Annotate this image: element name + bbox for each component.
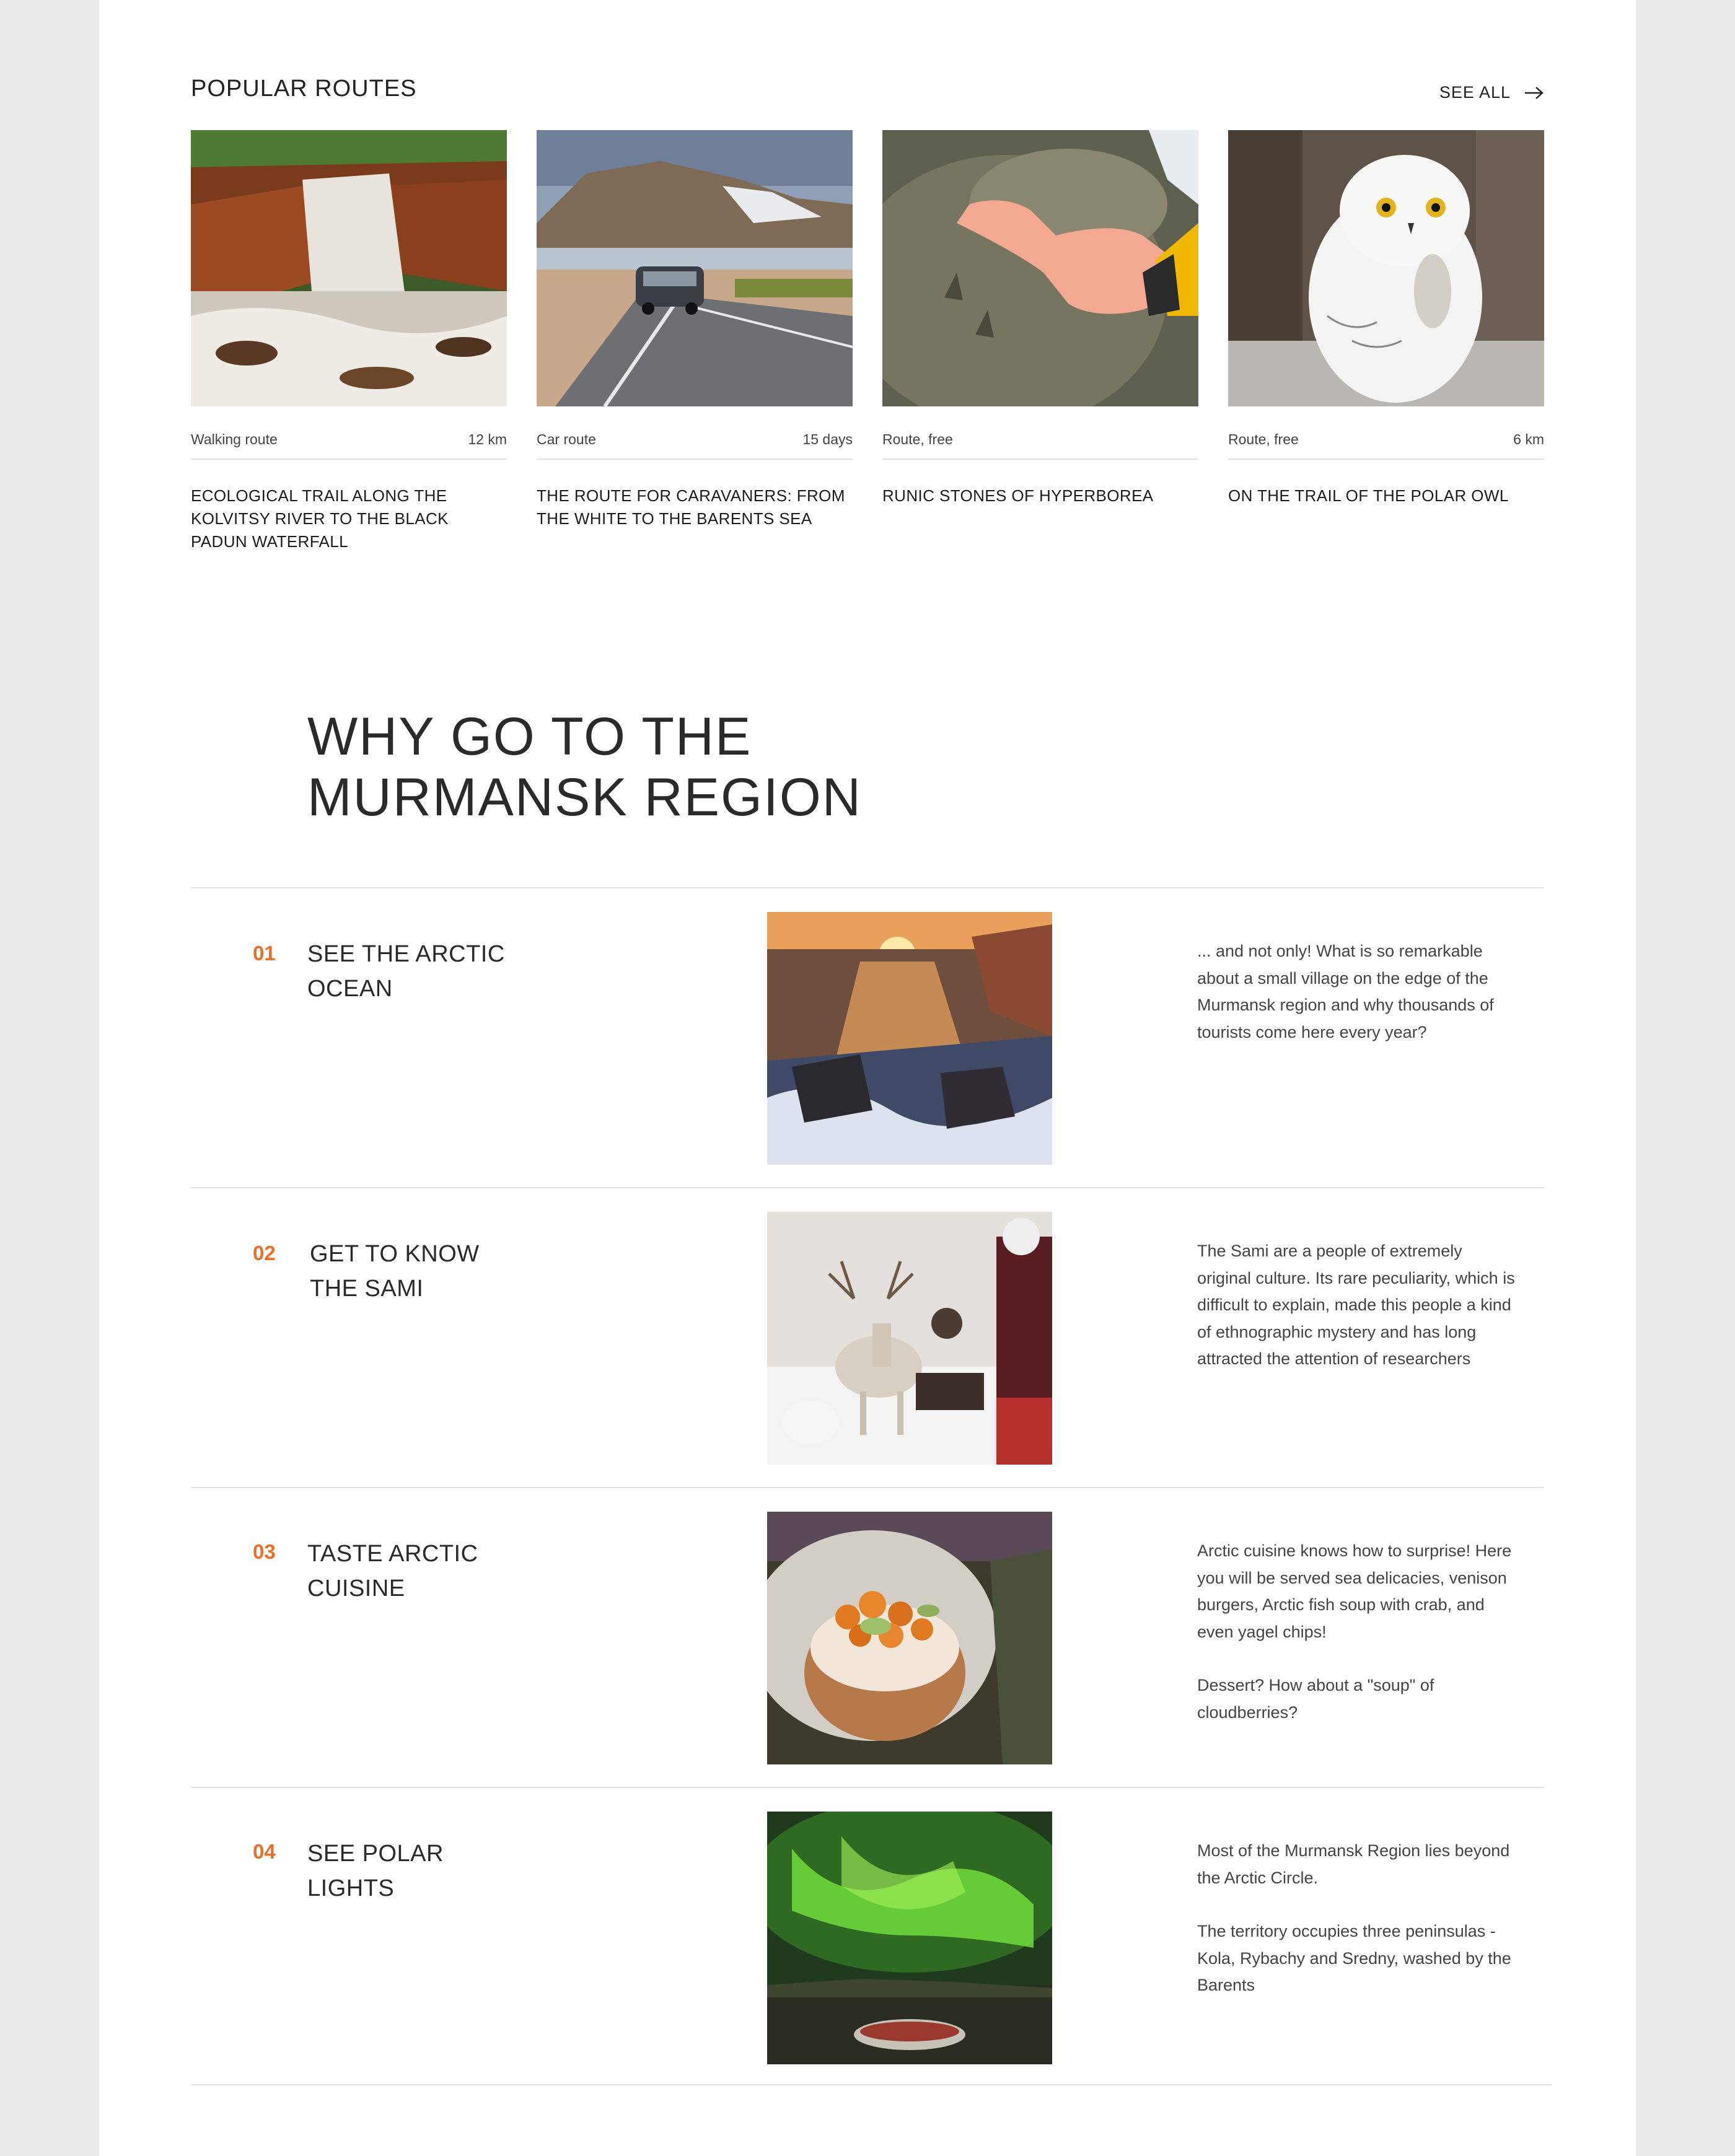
reason-heading [310, 1237, 570, 1306]
reason-text [1197, 1238, 1519, 1373]
reason-heading-line: GET TO KNOW [310, 1241, 480, 1267]
reason-text [1197, 1538, 1519, 1726]
why-title-line: MURMANSK REGION [307, 768, 862, 827]
route-length: 15 days [802, 431, 853, 447]
page [99, 0, 1636, 2156]
waterfall-photo[interactable] [191, 130, 507, 406]
reason-number: 04 [253, 1840, 276, 1863]
route-type: Route, free [1228, 431, 1299, 447]
divider [191, 2084, 1552, 2085]
aurora-photo [767, 1812, 1052, 2064]
route-name[interactable]: RUNIC STONES OF HYPERBOREA [882, 486, 1154, 505]
route-name[interactable]: ON THE TRAIL OF THE POLAR OWL [1228, 486, 1509, 505]
reason-heading-line: LIGHTS [307, 1875, 395, 1901]
hand-on-rock-photo[interactable] [882, 130, 1198, 406]
route-type: Route, free [882, 431, 953, 447]
reason-heading-line: OCEAN [307, 976, 393, 1002]
reason-heading-line: SEE THE ARCTIC [307, 941, 505, 967]
reason-heading-line: TASTE ARCTIC [307, 1541, 478, 1567]
reindeer-sled-photo [767, 1212, 1052, 1465]
cloudberry-dessert-photo [767, 1512, 1052, 1764]
routes-title: POPULAR ROUTES [191, 76, 417, 102]
reason-heading [307, 1836, 568, 1906]
road-car-photo[interactable] [537, 130, 853, 406]
reason-paragraph: The Sami are a people of extremely original culture. Its rare peculiarity, which is difficult to explain, made this people a kind of ethnographic mystery and has long attracted the attention of researchers [1197, 1242, 1515, 1368]
reason-row [191, 1787, 1544, 2087]
reason-row [191, 1187, 1544, 1487]
routes-header [191, 76, 1544, 113]
route-name[interactable]: ECOLOGICAL TRAIL ALONG THE KOLVITSY RIVER TO THE BLACK PADUN WATERFALL [191, 486, 449, 551]
route-type: Walking route [191, 431, 278, 447]
reason-paragraph: Most of the Murmansk Region lies beyond the Arctic Circle. [1197, 1841, 1510, 1887]
reason-heading [307, 937, 568, 1006]
reason-paragraph: The territory occupies three peninsulas - Kola, Rybachy and Sredny, washed by the Barents [1197, 1922, 1511, 1994]
reason-heading [307, 1536, 568, 1606]
route-meta [537, 406, 853, 460]
reason-paragraph: Dessert? How about a "soup" of cloudberries? [1197, 1676, 1434, 1722]
route-type: Car route [537, 431, 596, 447]
see-all-label: SEE ALL [1439, 83, 1511, 102]
reason-heading-line: THE SAMI [310, 1276, 424, 1302]
snowy-owl-photo[interactable] [1228, 130, 1544, 406]
why-title [307, 706, 862, 828]
reason-number: 01 [253, 942, 276, 965]
route-card[interactable] [882, 130, 1198, 507]
arrow-right-icon [1524, 86, 1544, 100]
why-title-line: WHY GO TO THE [307, 707, 752, 766]
reason-row [191, 1487, 1544, 1787]
route-card[interactable] [1228, 130, 1544, 507]
route-card[interactable] [537, 130, 853, 530]
reason-text [1197, 938, 1519, 1046]
route-name[interactable]: THE ROUTE FOR CARAVANERS: FROM THE WHITE TO THE BARENTS SEA [537, 486, 845, 528]
route-meta [882, 406, 1198, 460]
reason-paragraph: ... and not only! What is so remarkable about a small village on the edge of the Murmansk region and why thousands of tourists come here every year? [1197, 942, 1494, 1041]
arctic-sunset-photo [767, 912, 1052, 1165]
see-all-link[interactable] [1439, 83, 1544, 102]
route-length: 6 km [1513, 431, 1544, 447]
reason-paragraph: Arctic cuisine knows how to surprise! Here you will be served sea delicacies, venison burgers, Arctic fish soup with crab, and even yagel chips! [1197, 1541, 1512, 1641]
reason-number: 03 [253, 1540, 276, 1563]
reason-row [191, 887, 1544, 1187]
reason-text [1197, 1838, 1519, 1999]
route-length: 12 km [468, 431, 507, 447]
reason-heading-line: CUISINE [307, 1575, 405, 1602]
route-meta [191, 406, 507, 460]
reason-number: 02 [253, 1242, 276, 1264]
route-card[interactable] [191, 130, 507, 553]
route-meta [1228, 406, 1544, 460]
reason-heading-line: SEE POLAR [307, 1841, 444, 1867]
